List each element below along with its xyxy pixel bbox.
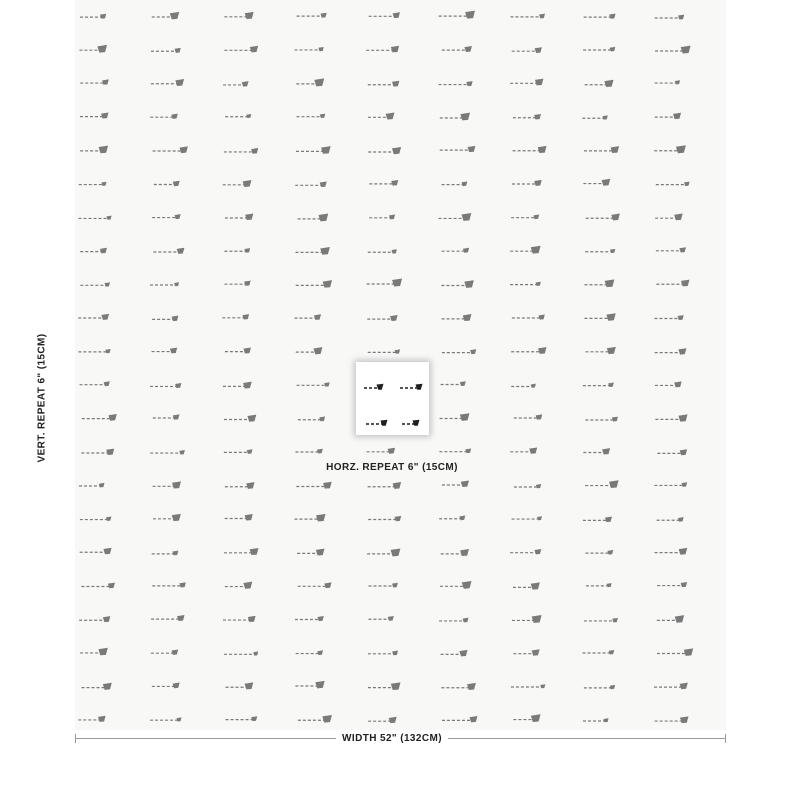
dash-tuft	[172, 316, 179, 321]
dash-tuft	[465, 11, 475, 19]
dash-tuft	[609, 650, 615, 654]
dash-tuft	[242, 314, 249, 319]
dash-tuft	[681, 280, 690, 287]
dash-tuft	[460, 381, 466, 386]
dash-tuft	[392, 147, 401, 154]
dash-tuft	[106, 216, 111, 220]
dash-tuft	[678, 517, 684, 522]
dash-tuft	[535, 47, 542, 53]
dash-tuft	[602, 179, 611, 186]
dash-tuft	[540, 684, 545, 688]
dash-tuft	[176, 717, 181, 721]
dash-tuft	[245, 682, 254, 689]
repeat-dash-tuft	[377, 384, 384, 390]
dash-tuft	[390, 315, 398, 321]
dash-tuft	[536, 484, 541, 488]
dash-tuft	[684, 182, 690, 186]
dash-tuft	[179, 582, 185, 587]
dash-tuft	[538, 146, 547, 153]
dash-tuft	[460, 549, 469, 556]
dash-tuft	[320, 181, 327, 187]
dash-tuft	[99, 483, 105, 487]
dash-tuft	[172, 650, 179, 655]
dash-tuft	[392, 279, 402, 287]
dash-tuft	[98, 716, 106, 722]
dash-tuft	[171, 114, 177, 119]
repeat-dash-tuft	[416, 384, 423, 390]
dash-tuft	[180, 146, 188, 153]
dash-tuft	[531, 246, 541, 254]
dash-tuft	[98, 648, 107, 655]
dash-tuft	[108, 583, 115, 589]
dash-tuft	[177, 615, 184, 621]
dash-tuft	[394, 516, 401, 521]
dash-tuft	[102, 79, 109, 84]
dash-tuft	[175, 214, 181, 219]
dash-tuft	[392, 583, 398, 588]
dash-tuft	[245, 514, 253, 520]
dash-tuft	[459, 516, 465, 521]
dash-tuft	[316, 514, 326, 522]
dash-tuft	[611, 214, 620, 221]
dash-tuft	[320, 247, 330, 255]
horizontal-repeat-label: HORZ. REPEAT 6" (15CM)	[326, 462, 458, 473]
dash-tuft	[99, 146, 108, 154]
dash-tuft	[531, 714, 541, 722]
dash-tuft	[103, 616, 110, 622]
dash-tuft	[679, 247, 686, 252]
width-tick-left	[75, 734, 76, 743]
dash-tuft	[464, 280, 474, 288]
dash-tuft	[606, 313, 615, 320]
dash-tuft	[463, 248, 469, 253]
dash-tuft	[101, 113, 108, 119]
dash-tuft	[319, 417, 325, 422]
dash-tuft	[105, 349, 110, 353]
dash-tuft	[681, 582, 687, 587]
repeat-dash-tuft	[413, 420, 420, 426]
dash-tuft	[536, 414, 543, 419]
dash-tuft	[244, 281, 251, 286]
dash-tuft	[462, 213, 472, 221]
dash-tuft	[605, 279, 615, 287]
dash-tuft	[675, 80, 680, 84]
dash-tuft	[463, 618, 469, 623]
dash-tuft	[539, 14, 545, 19]
dash-tuft	[318, 47, 323, 51]
dash-tuft	[678, 414, 687, 421]
dash-tuft	[172, 514, 181, 521]
dash-tuft	[321, 13, 327, 18]
dash-tuft	[684, 648, 693, 656]
dash-tuft	[321, 146, 331, 154]
dash-tuft	[610, 249, 615, 253]
dash-tuft	[464, 46, 471, 52]
dash-tuft	[392, 651, 398, 656]
dash-tuft	[680, 683, 688, 690]
dash-tuft	[608, 383, 614, 387]
dash-tuft	[602, 448, 610, 454]
dash-tuft	[177, 248, 185, 254]
dash-tuft	[247, 415, 256, 422]
dash-tuft	[602, 115, 607, 119]
dash-tuft	[247, 449, 253, 454]
repeat-sample-box	[356, 362, 429, 435]
dash-tuft	[674, 213, 683, 220]
dash-tuft	[100, 248, 107, 254]
dash-tuft	[678, 348, 686, 354]
dash-tuft	[534, 180, 542, 186]
width-label: WIDTH 52" (132CM)	[336, 733, 448, 744]
dash-tuft	[108, 414, 116, 421]
dash-tuft	[103, 683, 112, 690]
repeat-sample-motif	[356, 362, 429, 435]
dash-tuft	[532, 649, 540, 655]
dash-tuft	[179, 450, 185, 454]
dash-tuft	[607, 347, 616, 354]
dash-tuft	[101, 182, 106, 186]
dash-tuft	[319, 214, 329, 222]
dash-tuft	[612, 618, 618, 622]
dash-tuft	[104, 381, 110, 386]
dash-tuft	[538, 347, 546, 354]
dash-tuft	[679, 548, 688, 555]
dash-tuft	[313, 347, 322, 354]
dash-tuft	[173, 683, 180, 689]
dash-tuft	[605, 517, 612, 523]
dash-tuft	[320, 114, 326, 118]
dash-tuft	[607, 583, 612, 587]
dash-tuft	[106, 449, 114, 455]
dash-tuft	[468, 146, 476, 152]
dash-tuft	[539, 315, 545, 320]
dash-tuft	[175, 48, 181, 53]
dash-tuft	[391, 249, 396, 253]
dash-tuft	[317, 449, 323, 454]
dash-tuft	[675, 615, 684, 623]
dash-tuft	[534, 114, 541, 119]
dash-tuft	[316, 549, 325, 556]
dash-tuft	[604, 80, 613, 87]
dash-tuft	[243, 180, 252, 187]
dash-tuft	[243, 382, 252, 389]
dash-tuft	[678, 315, 684, 320]
dash-tuft	[391, 180, 398, 186]
dash-tuft	[243, 348, 250, 354]
dash-tuft	[462, 181, 468, 186]
dash-tuft	[172, 481, 181, 488]
dash-tuft	[612, 417, 618, 422]
dash-tuft	[175, 79, 184, 86]
dash-tuft	[460, 413, 470, 421]
dash-tuft	[611, 146, 620, 153]
dash-tuft	[531, 384, 536, 388]
dash-tuft	[673, 113, 681, 119]
dash-tuft	[462, 581, 472, 589]
dash-tuft	[243, 582, 252, 589]
dash-tuft	[315, 681, 324, 688]
dash-tuft	[175, 383, 181, 388]
dash-tuft	[250, 548, 259, 555]
dash-tuft	[680, 716, 688, 723]
dash-tuft	[388, 448, 395, 454]
dash-tuft	[467, 683, 476, 690]
dash-tuft	[318, 616, 324, 621]
dash-tuft	[170, 348, 177, 354]
dash-tuft	[609, 480, 619, 488]
dash-tuft	[106, 517, 111, 521]
dash-tuft	[460, 113, 470, 121]
dash-tuft	[535, 79, 543, 86]
dash-tuft	[395, 349, 400, 353]
dash-tuft	[536, 282, 541, 286]
dash-tuft	[466, 81, 472, 86]
dash-tuft	[463, 314, 472, 321]
dash-tuft	[389, 717, 397, 723]
width-tick-right	[725, 734, 726, 743]
dash-tuft	[537, 516, 542, 520]
dash-tuft	[461, 481, 469, 488]
dash-tuft	[251, 716, 257, 721]
dash-tuft	[529, 447, 537, 453]
dash-tuft	[173, 414, 180, 419]
dash-tuft	[535, 549, 542, 554]
dash-tuft	[173, 181, 180, 187]
dash-tuft	[532, 615, 542, 623]
dash-tuft	[678, 15, 684, 20]
dash-tuft	[323, 280, 332, 287]
dash-tuft	[324, 382, 329, 386]
dash-tuft	[170, 12, 179, 20]
dash-tuft	[251, 148, 258, 154]
dash-tuft	[391, 46, 399, 53]
dash-tuft	[682, 482, 688, 487]
dash-tuft	[676, 145, 686, 153]
dash-tuft	[610, 685, 615, 689]
dash-tuft	[393, 482, 402, 489]
dash-tuft	[389, 214, 395, 219]
dash-tuft	[323, 482, 332, 489]
dash-tuft	[174, 282, 179, 286]
dash-tuft	[459, 650, 467, 657]
dash-tuft	[242, 81, 249, 86]
dash-tuft	[388, 616, 394, 621]
dash-tuft	[610, 47, 616, 52]
dash-tuft	[314, 314, 321, 320]
dash-tuft	[392, 81, 399, 87]
dash-tuft	[465, 448, 471, 453]
dash-tuft	[391, 682, 401, 690]
dash-tuft	[253, 652, 258, 656]
dash-tuft	[317, 650, 323, 655]
dash-tuft	[103, 548, 111, 555]
dash-tuft	[100, 14, 106, 19]
dash-tuft	[533, 215, 539, 220]
dash-tuft	[531, 582, 540, 589]
dash-tuft	[681, 46, 691, 54]
dash-tuft	[322, 715, 332, 723]
vertical-repeat-label: VERT. REPEAT 6" (15CM)	[36, 333, 48, 463]
dash-tuft	[470, 716, 478, 722]
dash-tuft	[245, 12, 254, 19]
dash-tuft	[105, 282, 110, 286]
dash-tuft	[470, 349, 476, 354]
dash-tuft	[97, 45, 107, 53]
dash-tuft	[607, 550, 613, 555]
dash-tuft	[250, 46, 258, 53]
dash-tuft	[391, 548, 401, 556]
dash-tuft	[603, 718, 608, 722]
dash-tuft	[314, 78, 324, 86]
dash-tuft	[324, 582, 331, 588]
dash-tuft	[609, 14, 615, 19]
dash-tuft	[393, 12, 400, 18]
dash-tuft	[248, 616, 256, 622]
dash-tuft	[386, 112, 395, 119]
dash-tuft	[246, 482, 254, 489]
dash-tuft	[246, 114, 251, 118]
dash-tuft	[245, 214, 253, 221]
dash-tuft	[172, 551, 178, 556]
dash-tuft	[674, 381, 681, 387]
dash-tuft	[244, 248, 250, 253]
repeat-dash-tuft	[381, 420, 388, 426]
dash-tuft	[680, 449, 688, 455]
dash-tuft	[101, 314, 109, 320]
